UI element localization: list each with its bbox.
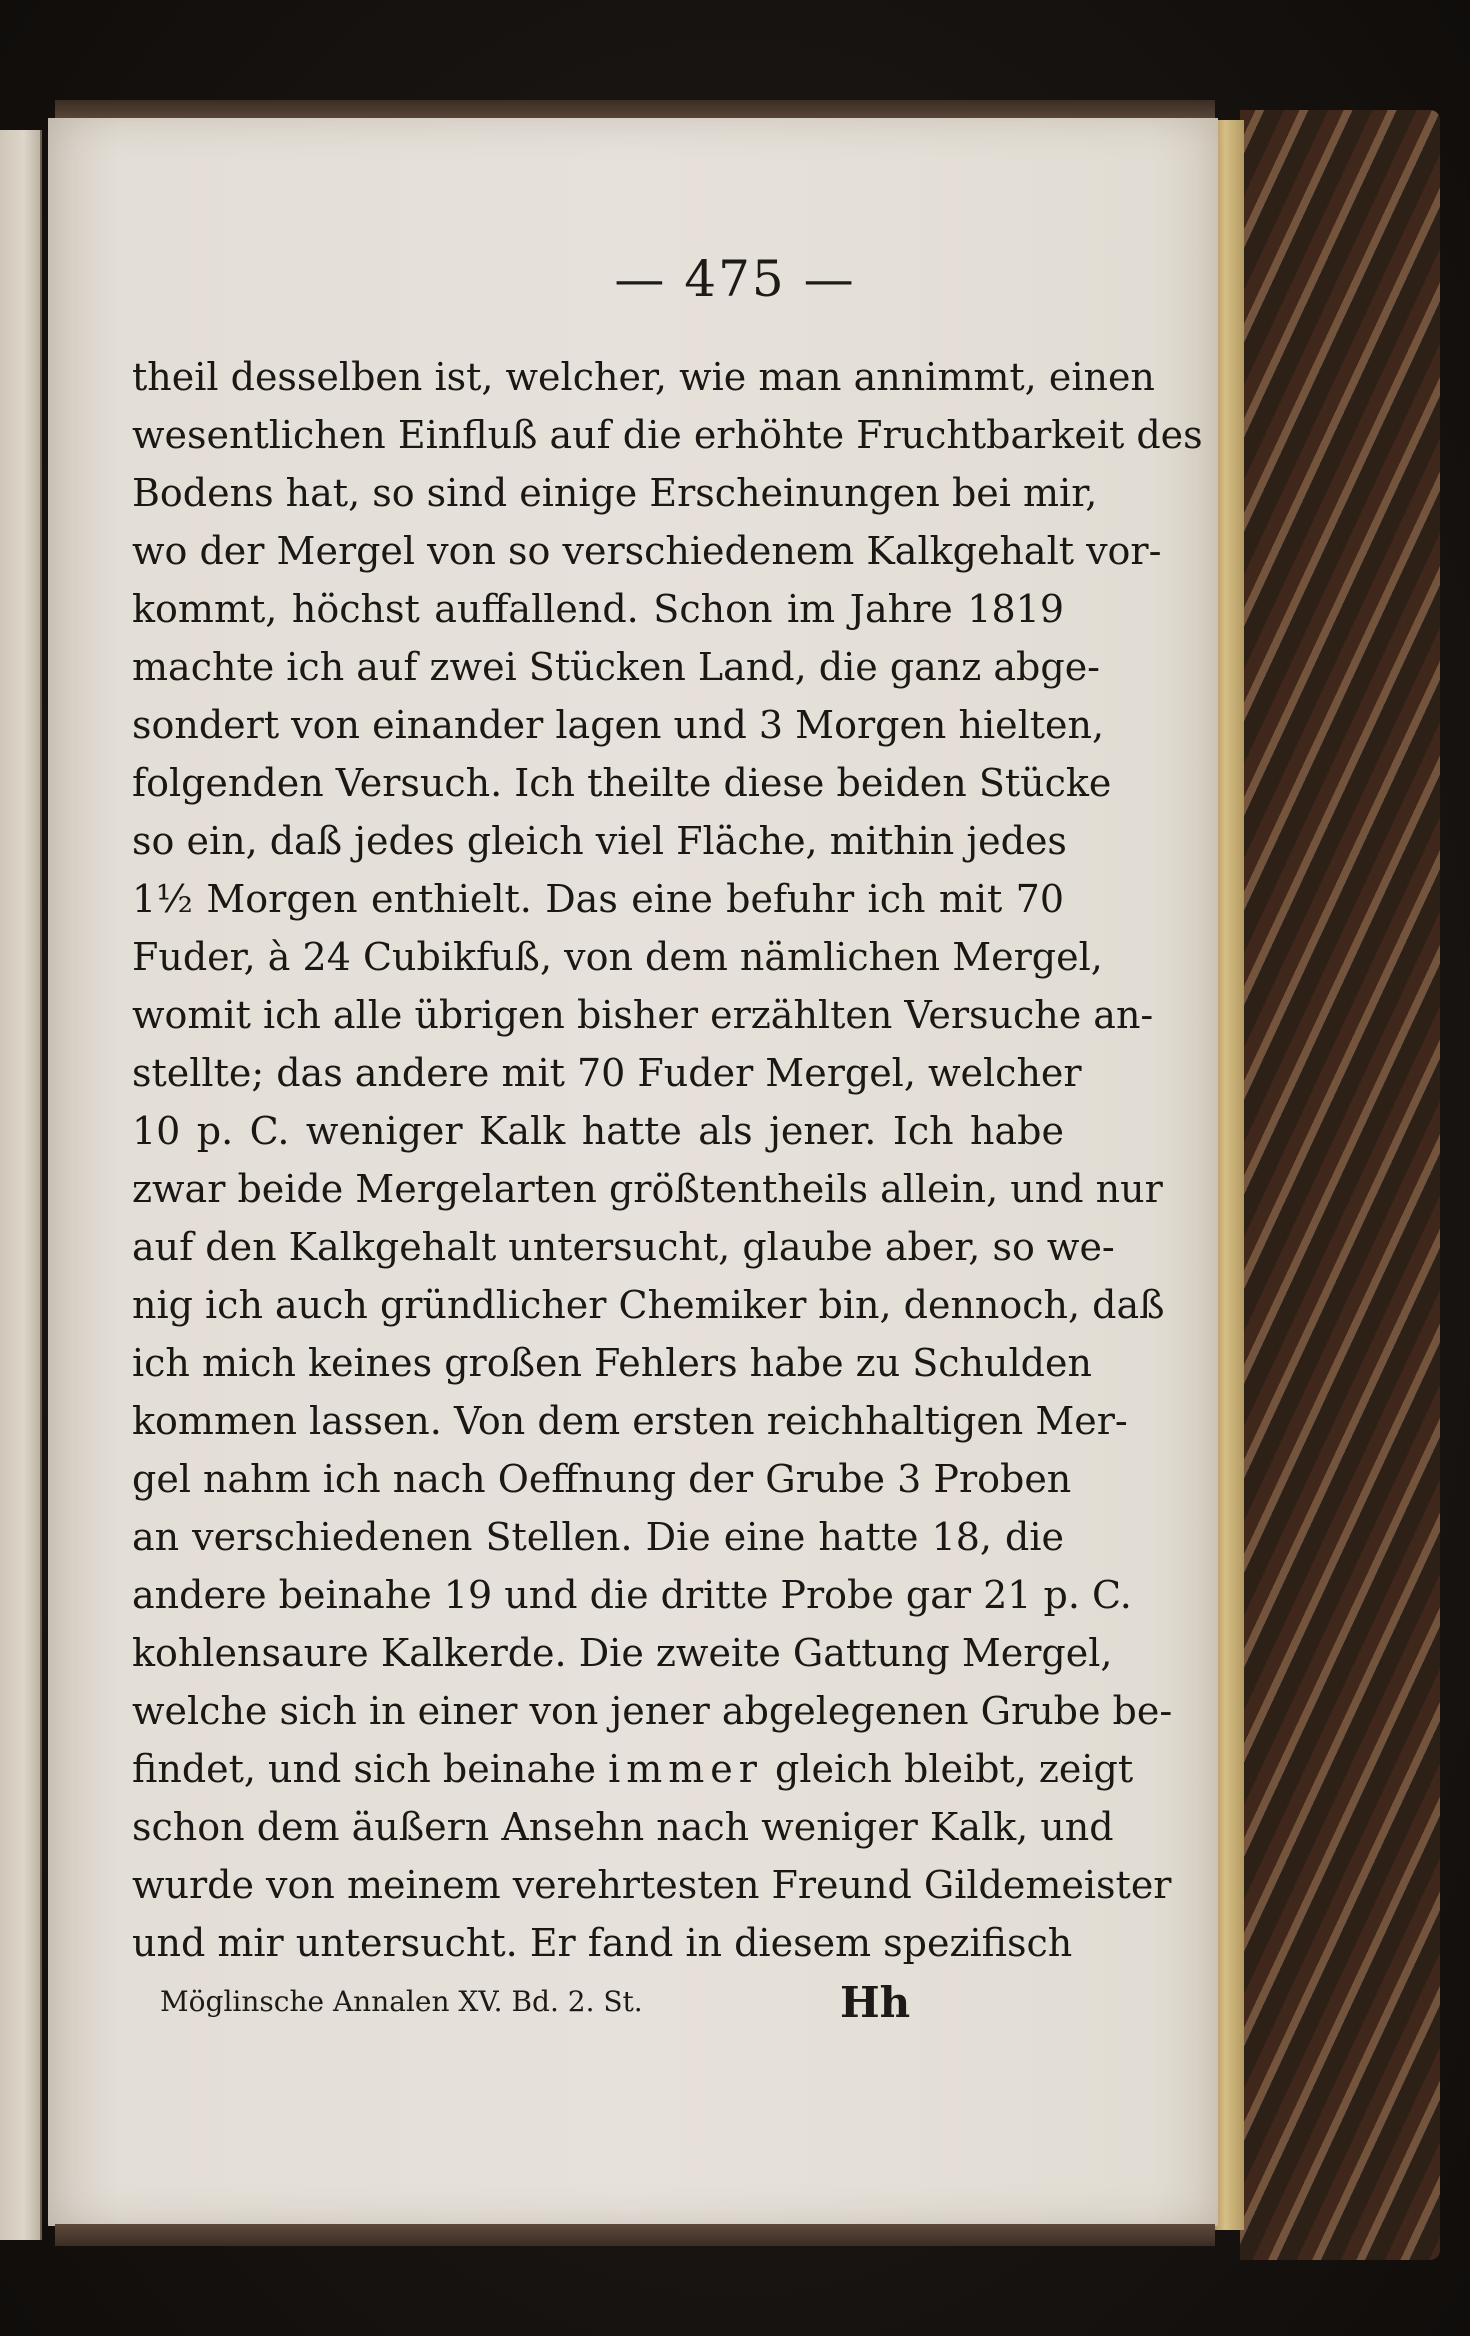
text-line: kommen lassen. Von dem ersten reichhaltigen Mer-: [132, 1399, 1128, 1443]
text-line: gel nahm ich nach Oeffnung der Grube 3 Proben: [132, 1457, 1072, 1501]
text-line: zwar beide Mergelarten größtentheils allein, und nur: [132, 1167, 1163, 1211]
text-line: schon dem äußern Ansehn nach weniger Kalk, und: [132, 1805, 1114, 1849]
text-line: theil desselben ist, welcher, wie man annimmt, einen: [132, 355, 1155, 399]
text-line: kohlensaure Kalkerde. Die zweite Gattung Mergel,: [132, 1631, 1113, 1675]
text-line: machte ich auf zwei Stücken Land, die ganz abge-: [132, 645, 1101, 689]
page-number: — 475 —: [614, 250, 856, 308]
emphasized-word: immer: [608, 1747, 763, 1791]
body-text: [132, 348, 1203, 1972]
text-line: wo der Mergel von so verschiedenem Kalkgehalt vor-: [132, 529, 1162, 573]
text-line: und mir untersucht. Er fand in diesem spezifisch: [132, 1921, 1073, 1965]
text-line: stellte; das andere mit 70 Fuder Mergel, welcher: [132, 1051, 1082, 1095]
text-line: ich mich keines großen Fehlers habe zu Schulden: [132, 1341, 1092, 1385]
signature-line: Möglinsche Annalen XV. Bd. 2. St.: [160, 1985, 643, 2018]
sheet-signature: Hh: [840, 1978, 911, 2027]
text-line: wesentlichen Einfluß auf die erhöhte Fruchtbarkeit des: [132, 413, 1203, 457]
text-line: folgenden Versuch. Ich theilte diese beiden Stücke: [132, 761, 1112, 805]
bottom-binding-edge: [55, 2224, 1215, 2246]
text-line: Bodens hat, so sind einige Erscheinungen bei mir,: [132, 471, 1098, 515]
text-line: nig ich auch gründlicher Chemiker bin, dennoch, daß: [132, 1283, 1165, 1327]
text-line: andere beinahe 19 und die dritte Probe gar 21 p. C.: [132, 1573, 1132, 1617]
text-line: an verschiedenen Stellen. Die eine hatte 18, die: [132, 1515, 1064, 1559]
text-line: Fuder, à 24 Cubikfuß, von dem nämlichen Mergel,: [132, 935, 1103, 979]
marbled-cover-edge: [1240, 110, 1440, 2260]
text-line: 10 p. C. weniger Kalk hatte als jener. Ich habe: [132, 1109, 1064, 1153]
text-line: auf den Kalkgehalt untersucht, glaube aber, so we-: [132, 1225, 1115, 1269]
text-line: kommt, höchst auffallend. Schon im Jahre 1819: [132, 587, 1064, 631]
text-line: so ein, daß jedes gleich viel Fläche, mithin jedes: [132, 819, 1067, 863]
text-line: wurde von meinem verehrtesten Freund Gildemeister: [132, 1863, 1172, 1907]
text-line: 1½ Morgen enthielt. Das eine befuhr ich mit 70: [132, 877, 1064, 921]
adjacent-page-edge: [0, 130, 42, 2240]
text-line: sondert von einander lagen und 3 Morgen hielten,: [132, 703, 1105, 747]
text-line: womit ich alle übrigen bisher erzählten Versuche an-: [132, 993, 1154, 1037]
text-line: welche sich in einer von jener abgelegenen Grube be-: [132, 1689, 1173, 1733]
text-segment: findet, und sich beinahe: [132, 1747, 596, 1791]
text-segment: gleich bleibt, zeigt: [775, 1747, 1134, 1791]
text-line-emphasis: [132, 1740, 1134, 1798]
